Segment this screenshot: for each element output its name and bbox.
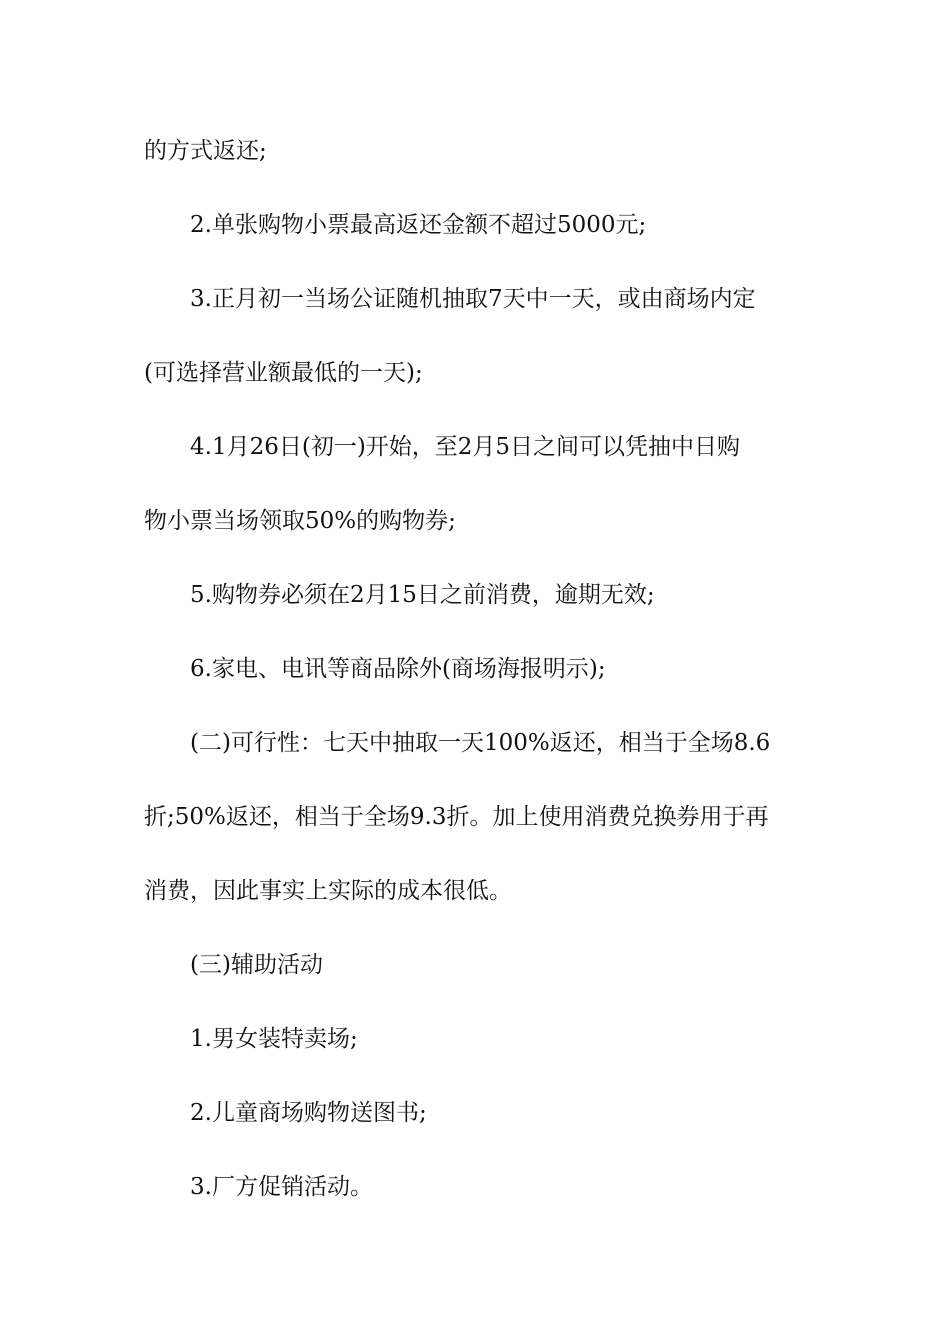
text-line: 消费，因此事实上实际的成本很低。	[144, 878, 512, 904]
text-line: 的方式返还;	[144, 138, 267, 164]
document-body	[144, 114, 808, 1224]
text-line: (可选择营业额最低的一天);	[144, 360, 423, 386]
text-line: (二)可行性：七天中抽取一天100%返还，相当于全场8.6	[190, 730, 771, 756]
text-line: 物小票当场领取50%的购物券;	[144, 508, 456, 534]
text-line: 2.单张购物小票最高返还金额不超过5000元;	[190, 212, 647, 238]
text-line: 折;50%返还，相当于全场9.3折。加上使用消费兑换券用于再	[144, 804, 769, 830]
list-item: 1.男女装特卖场;	[190, 1026, 358, 1052]
text-line: 5.购物券必须在2月15日之前消费，逾期无效;	[190, 582, 655, 608]
text-line: 4.1月26日(初一)开始，至2月5日之间可以凭抽中日购	[190, 434, 741, 460]
list-item: 2.儿童商场购物送图书;	[190, 1100, 427, 1126]
list-item: 3.厂方促销活动。	[190, 1174, 373, 1200]
text-line: 6.家电、电讯等商品除外(商场海报明示);	[190, 656, 606, 682]
section-heading: (三)辅助活动	[190, 952, 323, 978]
text-line: 3.正月初一当场公证随机抽取7天中一天，或由商场内定	[190, 286, 756, 312]
